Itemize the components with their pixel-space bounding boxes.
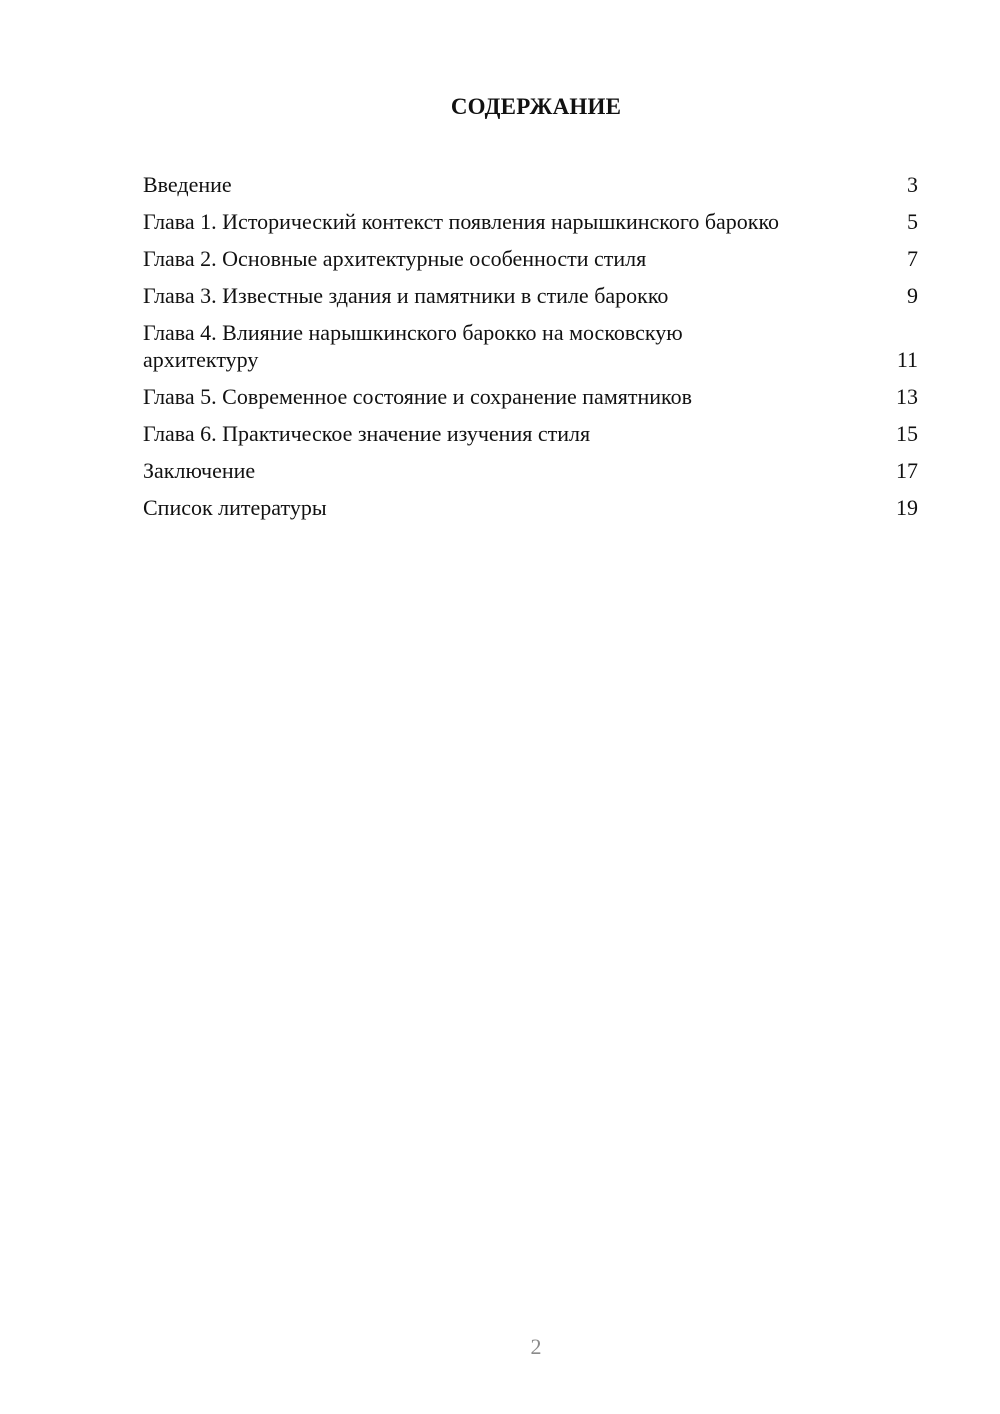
toc-entry-chapter-2[interactable] <box>143 245 918 272</box>
toc-entry-page: 17 <box>896 458 918 483</box>
toc-entry-text: Глава 2. Основные архитектурные особенности стиля <box>143 246 647 271</box>
toc-entry-conclusion[interactable] <box>143 457 918 484</box>
toc-entry-bibliography[interactable] <box>143 494 918 521</box>
toc-entry-page: 15 <box>896 421 918 446</box>
toc-entry-introduction[interactable] <box>143 171 918 198</box>
toc-entry-page: 11 <box>896 347 918 372</box>
toc-entry-text: Глава 3. Известные здания и памятники в стиле барокко <box>143 283 669 308</box>
toc-entry-page: 13 <box>896 384 918 409</box>
toc-entry-chapter-1[interactable] <box>143 208 918 235</box>
toc-entry-page: 19 <box>896 495 918 520</box>
toc-entry-page: 7 <box>907 246 918 271</box>
page-title: СОДЕРЖАНИЕ <box>450 94 622 119</box>
toc-entry-chapter-3[interactable] <box>143 282 918 309</box>
toc-entry-text: Глава 5. Современное состояние и сохранение памятников <box>143 384 692 409</box>
toc-entry-text: Введение <box>143 172 232 197</box>
toc-entry-page: 3 <box>907 172 918 197</box>
toc-entry-chapter-4[interactable] <box>143 319 918 373</box>
toc-entry-text: Заключение <box>143 458 256 483</box>
page-number: 2 <box>530 1334 542 1359</box>
toc-entry-chapter-5[interactable] <box>143 383 918 410</box>
toc-entry-page: 9 <box>907 283 918 308</box>
toc-entry-chapter-6[interactable] <box>143 420 918 447</box>
toc-entry-text: Глава 6. Практическое значение изучения стиля <box>143 421 591 446</box>
toc-entry-text: Список литературы <box>143 495 327 520</box>
toc-entry-text: Глава 4. Влияние нарышкинского барокко на московскую архитектуру <box>143 320 683 372</box>
toc-entry-page: 5 <box>907 209 918 234</box>
toc-entry-text: Глава 1. Исторический контекст появления нарышкинского барокко <box>143 209 780 234</box>
table-of-contents <box>143 171 918 531</box>
